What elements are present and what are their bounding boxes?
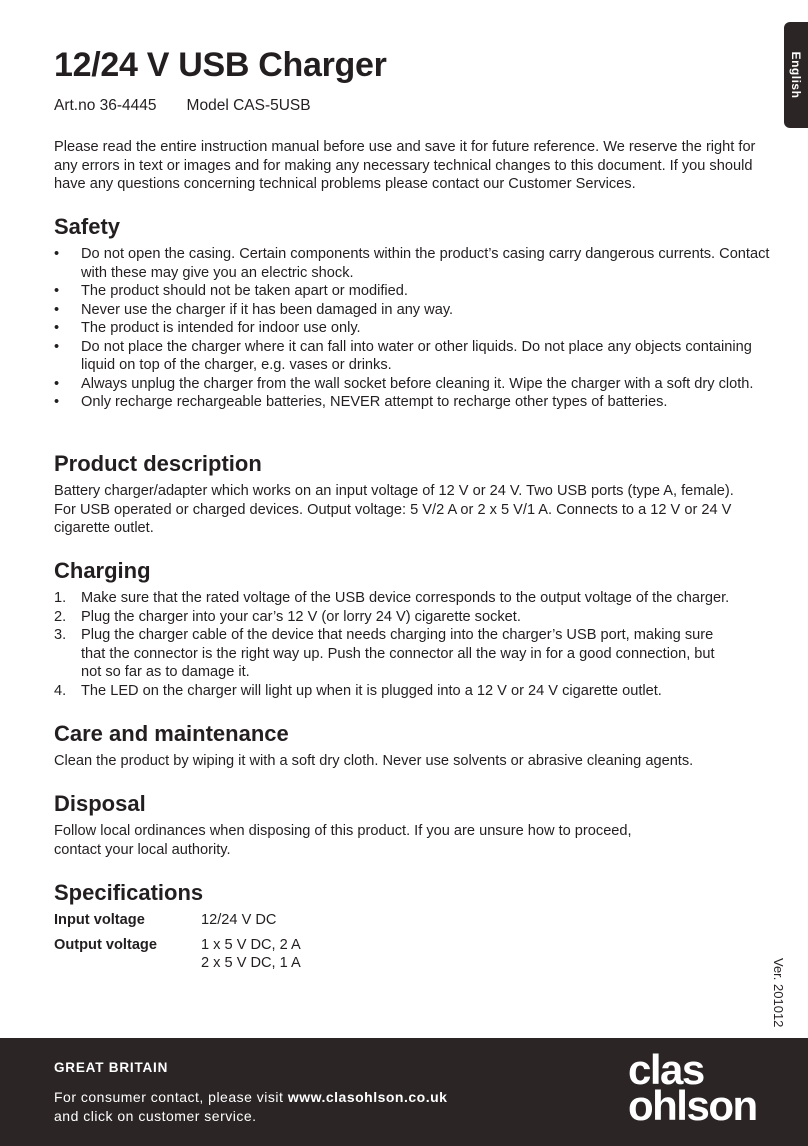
spec-label: Output voltage <box>54 936 157 953</box>
bullet-marker: • <box>54 375 60 392</box>
spec-value: 12/24 V DC <box>201 912 277 928</box>
safety-section <box>54 214 774 412</box>
safety-heading: Safety <box>54 214 121 239</box>
bullet-marker: • <box>54 301 60 318</box>
safety-item-text: The product is intended for indoor use only. <box>81 320 361 336</box>
disposal-heading: Disposal <box>54 791 146 816</box>
spec-value-line: 1 x 5 V DC, 2 A <box>201 936 301 953</box>
product-description-heading: Product description <box>54 451 262 476</box>
step-number: 3. <box>54 627 67 643</box>
logo-line-1: clas <box>628 1046 704 1093</box>
list-item <box>54 375 774 394</box>
step-text: Make sure that the rated voltage of the USB device corresponds to the output voltage of the charger. <box>81 590 730 606</box>
safety-item-text: Do not place the charger where it can fall into water or other liquids. Do not place any objects containing liquid on top of the charger, e.g. vases or drinks. <box>81 338 752 373</box>
list-item <box>54 608 774 627</box>
step-text: Plug the charger cable of the device that needs charging into the charger’s USB port, making sure that the connector is the right way up. Push the connector all the way in for a good connection, but not so far as to damage it. <box>81 627 715 680</box>
bullet-marker: • <box>54 338 60 355</box>
table-row <box>54 936 301 979</box>
safety-list <box>54 245 774 412</box>
step-text: The LED on the charger will light up when it is plugged into a 12 V or 24 V cigarette outlet. <box>81 682 662 699</box>
specifications-heading: Specifications <box>54 880 204 905</box>
spec-label: Input voltage <box>54 912 145 928</box>
safety-item-text: Always unplug the charger from the wall socket before cleaning it. Wipe the charger with a soft dry cloth. <box>81 375 754 392</box>
bullet-marker: • <box>54 320 60 336</box>
safety-item-text: Only recharge rechargeable batteries, NEVER attempt to recharge other types of batteries. <box>81 394 668 410</box>
intro-paragraph: Please read the entire instruction manual before use and save it for future reference. We reserve the right for any errors in text or images and for making any necessary technical changes to this document. If you should have any questions concerning technical problems please contact our Customer Services. <box>54 139 756 192</box>
step-number: 1. <box>54 590 67 606</box>
spec-value-line: 2 x 5 V DC, 1 A <box>201 955 301 971</box>
step-number: 2. <box>54 608 67 625</box>
product-description-section <box>54 451 774 538</box>
contact-prefix: For consumer contact, please visit <box>54 1089 288 1105</box>
language-label: English <box>789 51 803 99</box>
bullet-marker: • <box>54 394 60 410</box>
safety-item-text: Do not open the casing. Certain components within the product’s casing carry dangerous currents. Contact with these may give you an electric shock. <box>81 246 770 281</box>
list-item <box>54 282 774 301</box>
list-item <box>54 245 774 282</box>
disposal-text: Follow local ordinances when disposing of this product. If you are unsure how to proceed, contact your local authority. <box>54 823 632 858</box>
page-title: 12/24 V USB Charger <box>54 46 387 84</box>
model-number: Model CAS-5USB <box>186 97 311 114</box>
disposal-section <box>54 791 774 859</box>
bullet-marker: • <box>54 246 60 262</box>
specifications-table <box>54 911 301 979</box>
contact-line-2: and click on customer service. <box>54 1108 257 1124</box>
spec-value <box>201 936 301 979</box>
list-item <box>54 338 774 375</box>
step-number: 4. <box>54 682 67 699</box>
care-heading: Care and maintenance <box>54 721 289 746</box>
list-item <box>54 626 731 682</box>
charging-section <box>54 558 774 700</box>
logo-line-2: ohlson <box>628 1082 757 1129</box>
list-item <box>54 393 774 412</box>
product-description-text: Battery charger/adapter which works on an input voltage of 12 V or 24 V. Two USB ports (type A, female). For USB operated or charged devices. Output voltage: 5 V/2 A or 2 x 5 V/1 A. Connects to a 12 V or 24 V cigarette outlet. <box>54 483 734 536</box>
list-item <box>54 682 774 701</box>
article-number: Art.no 36-4445 <box>54 97 157 114</box>
charging-heading: Charging <box>54 558 151 583</box>
care-text: Clean the product by wiping it with a soft dry cloth. Never use solvents or abrasive cleaning agents. <box>54 753 694 769</box>
list-item <box>54 301 774 320</box>
footer-region: GREAT BRITAIN <box>54 1060 169 1075</box>
clas-ohlson-logo <box>628 1046 768 1140</box>
bullet-marker: • <box>54 283 60 299</box>
contact-url-link[interactable]: www.clasohlson.co.uk <box>287 1089 448 1105</box>
footer-contact <box>54 1088 514 1126</box>
safety-item-text: The product should not be taken apart or modified. <box>81 283 408 299</box>
list-item <box>54 319 774 338</box>
step-text: Plug the charger into your car’s 12 V (or lorry 24 V) cigarette socket. <box>81 608 521 625</box>
article-info <box>54 97 311 115</box>
version-label: Ver. 201012 <box>771 958 786 1028</box>
specifications-section <box>54 880 774 979</box>
charging-list <box>54 589 774 700</box>
safety-item-text: Never use the charger if it has been damaged in any way. <box>81 301 454 318</box>
language-tab <box>784 22 808 128</box>
list-item <box>54 589 774 608</box>
care-section <box>54 721 774 771</box>
table-row <box>54 911 301 936</box>
footer <box>0 1038 808 1146</box>
